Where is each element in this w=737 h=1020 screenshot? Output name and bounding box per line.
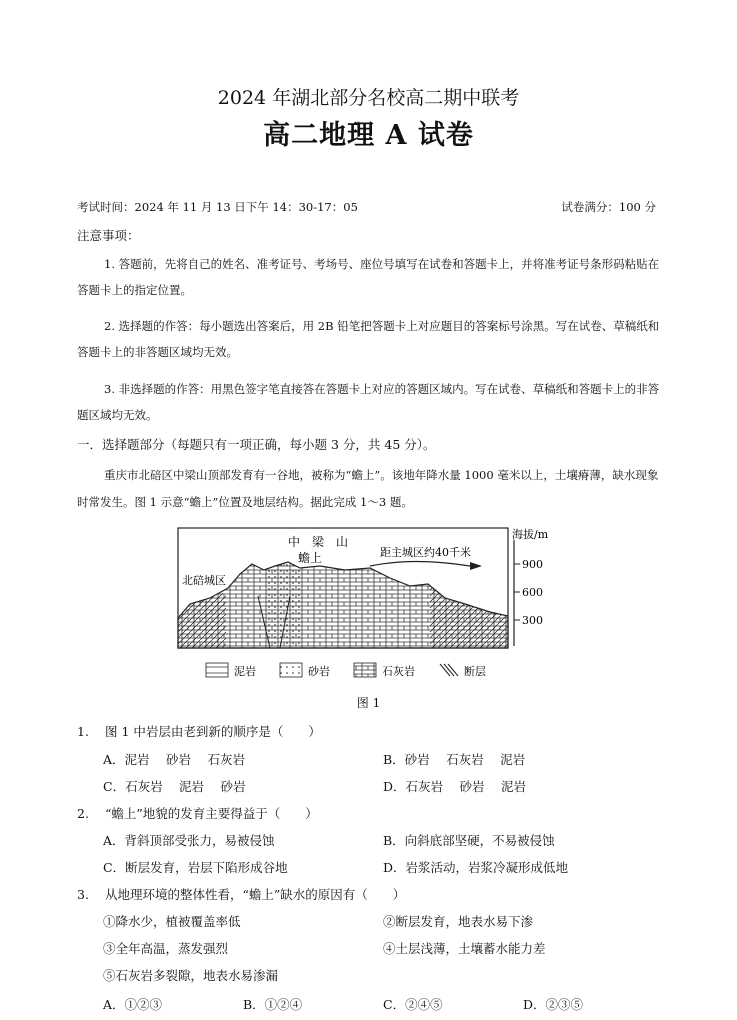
q3-option-a[interactable]: A．①②③ [103, 997, 163, 1012]
mountain-label: 中 梁 山 [288, 535, 349, 549]
altitude-axis-label: 海拔/m [512, 528, 549, 541]
q3-option-b[interactable]: B．①②④ [243, 997, 303, 1012]
q3-item-2: ②断层发育，地表水易下渗 [383, 914, 534, 929]
q2-option-b[interactable]: B．向斜底部坚硬，不易被侵蚀 [383, 833, 555, 848]
tick-900: 900 [522, 558, 543, 571]
q1-option-b[interactable]: B．砂岩 石灰岩 泥岩 [383, 752, 526, 767]
legend-mudstone: 泥岩 [234, 665, 256, 678]
q3-item-1: ①降水少，植被覆盖率低 [103, 914, 241, 929]
notice-heading: 注意事项： [77, 228, 140, 243]
figure-caption: 图 1 [356, 696, 381, 710]
q3-option-d[interactable]: D．②③⑤ [523, 997, 584, 1012]
q3-item-3: ③全年高温，蒸发强烈 [103, 941, 229, 956]
section-heading: 一．选择题部分（每题只有一项正确，每小题 3 分，共 45 分）。 [77, 437, 436, 452]
exam-time: 考试时间：2024 年 11 月 13 日下午 14：30-17：05 [77, 200, 358, 214]
q3-item-4: ④土层浅薄，土壤蓄水能力差 [383, 941, 546, 956]
notice-item-2: 2. 选择题的作答：每小题选出答案后，用 2B 铅笔把答题卡上对应题目的答案标号涂黑。写在试卷、草稿纸和答题卡上的非答题区域均无效。 [77, 319, 660, 359]
question-1 [77, 722, 321, 740]
exam-subtitle: 高二地理 A 试卷 [263, 120, 474, 151]
city-label: 北碚城区 [182, 574, 226, 587]
q1-option-a[interactable]: A．泥岩 砂岩 石灰岩 [103, 752, 245, 767]
q3-option-c[interactable]: C．②④⑤ [383, 997, 443, 1012]
distance-label: 距主城区约40千米 [380, 546, 471, 559]
q2-option-a[interactable]: A．背斜顶部受张力，易被侵蚀 [103, 833, 275, 848]
section-intro: 重庆市北碚区中梁山顶部发育有一谷地，被称为“蟾上”。该地年降水量 1000 毫米以上，土壤瘠薄，缺水现象时常发生。图 1 示意“蟾上”位置及地层结构。据此完成 1～3 题。 [77, 468, 659, 509]
question-stem: “蟾上”地貌的发育主要得益于（ ） [105, 806, 318, 821]
question-number: 1. [77, 724, 89, 739]
question-stem: 图 1 中岩层由老到新的顺序是（ ） [105, 724, 321, 739]
question-number: 2. [77, 806, 89, 821]
q3-item-5: ⑤石灰岩多裂隙，地表水易渗漏 [103, 968, 279, 983]
exam-title: 2024 年湖北部分名校高二期中联考 [217, 87, 520, 109]
notice-item-3: 3. 非选择题的作答：用黑色签字笔直接答在答题卡上对应的答题区域内。写在试卷、草稿纸和答题卡上的非答题区域均无效。 [77, 382, 660, 422]
q1-option-d[interactable]: D．石灰岩 砂岩 泥岩 [383, 779, 526, 794]
q2-option-c[interactable]: C．断层发育，岩层下陷形成谷地 [103, 860, 288, 875]
legend-fault: 断层 [464, 665, 486, 678]
geology-cross-section-figure [170, 526, 590, 696]
exam-score: 试卷满分：100 分 [561, 200, 656, 214]
notice-item-1: 1. 答题前，先将自己的姓名、准考证号、考场号、座位号填写在试卷和答题卡上，并将准考证号条形码粘贴在答题卡上的指定位置。 [77, 257, 660, 297]
fault-icon [440, 664, 458, 676]
q2-option-d[interactable]: D．岩浆活动，岩浆冷凝形成低地 [383, 860, 569, 875]
q1-option-c[interactable]: C．石灰岩 泥岩 砂岩 [103, 779, 246, 794]
question-3 [77, 885, 405, 903]
tick-600: 600 [522, 586, 543, 599]
tick-300: 300 [522, 614, 543, 627]
legend-limestone: 石灰岩 [382, 665, 415, 678]
legend-sandstone: 砂岩 [308, 665, 330, 678]
question-2 [77, 804, 318, 822]
valley-label: 蟾上 [298, 551, 323, 565]
question-stem: 从地理环境的整体性看，“蟾上”缺水的原因有（ ） [105, 887, 406, 902]
question-number: 3. [77, 887, 89, 902]
